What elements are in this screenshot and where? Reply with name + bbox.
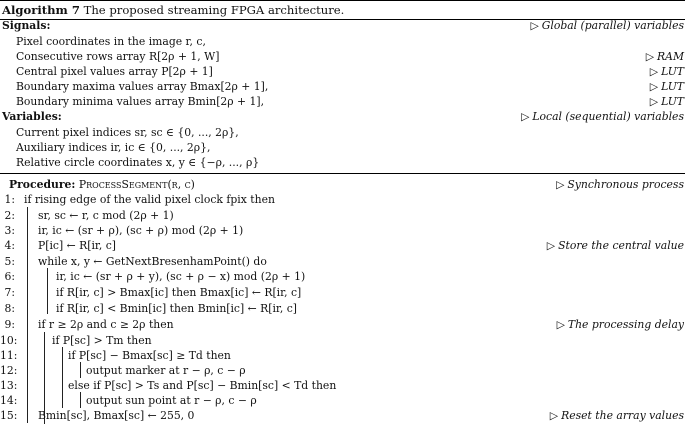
signal-item: Pixel coordinates in the image r, c, [16,35,206,48]
algorithm-title: Algorithm 7 The proposed streaming FPGA architecture. [2,3,345,17]
code-line-2: 2: sr, sc ← r, c mod (2ρ + 1) [4,209,174,222]
code-line-8: 8: if R[ir, c] < Bmin[ic] then Bmin[ic] ← R[ir, c] [4,302,297,315]
top-rule [0,0,685,1]
code-line-13: 13: else if P[sc] > Ts and P[sc] − Bmin[sc] < Td then [0,379,337,392]
code-line-15: 15: Bmin[sc], Bmax[sc] ← 255, 0 ▷ Reset the array values [0,409,684,422]
section-rule [0,173,685,174]
code-line-5: 5: while x, y ← GetNextBresenhamPoint() do [4,255,267,268]
code-line-14: 14: output sun point at r − ρ, c − ρ [0,394,257,407]
variables-header-line: Variables: ▷ Local (sequential) variables [2,110,684,123]
code-line-3: 3: ir, ic ← (sr + ρ), (sc + ρ) mod (2ρ + 1) [4,224,244,237]
code-line-4: 4: P[ic] ← R[ir, c] ▷ Store the central value [4,239,684,252]
variable-item: Current pixel indices sr, sc ∈ {0, ..., 2ρ}, [16,126,239,139]
signals-header-line: Signals: ▷ Global (parallel) variables [2,19,684,32]
code-line-12: 12: output marker at r − ρ, c − ρ [0,364,246,377]
code-line-6: 6: ir, ic ← (sr + ρ + y), (sc + ρ − x) mod (2ρ + 1) [4,270,306,283]
variable-item: Auxiliary indices ir, ic ∈ {0, ..., 2ρ}, [16,141,211,154]
signal-item: Central pixel values array P[2ρ + 1] ▷ LUT [16,65,684,78]
signal-item: Consecutive rows array R[2ρ + 1, W] ▷ RAM [16,50,684,63]
code-line-10: 10: if P[sc] > Tm then [0,334,152,347]
code-line-1: 1: if rising edge of the valid pixel clock fpix then [4,193,275,206]
code-line-9: 9: if r ≥ 2ρ and c ≥ 2ρ then ▷ The processing delay [4,318,684,331]
procedure-header-line: Procedure: ProcessSegment(r, c) ▷ Synchronous process [9,178,684,191]
code-line-11: 11: if P[sc] − Bmax[sc] ≥ Td then [0,349,231,362]
signal-item: Boundary maxima values array Bmax[2ρ + 1], ▷ LUT [16,80,684,93]
code-line-7: 7: if R[ir, c] > Bmax[ic] then Bmax[ic] ← R[ir, c] [4,286,302,299]
signal-item: Boundary minima values array Bmin[2ρ + 1], ▷ LUT [16,95,684,108]
variable-item: Relative circle coordinates x, y ∈ {−ρ, ..., ρ} [16,156,260,169]
